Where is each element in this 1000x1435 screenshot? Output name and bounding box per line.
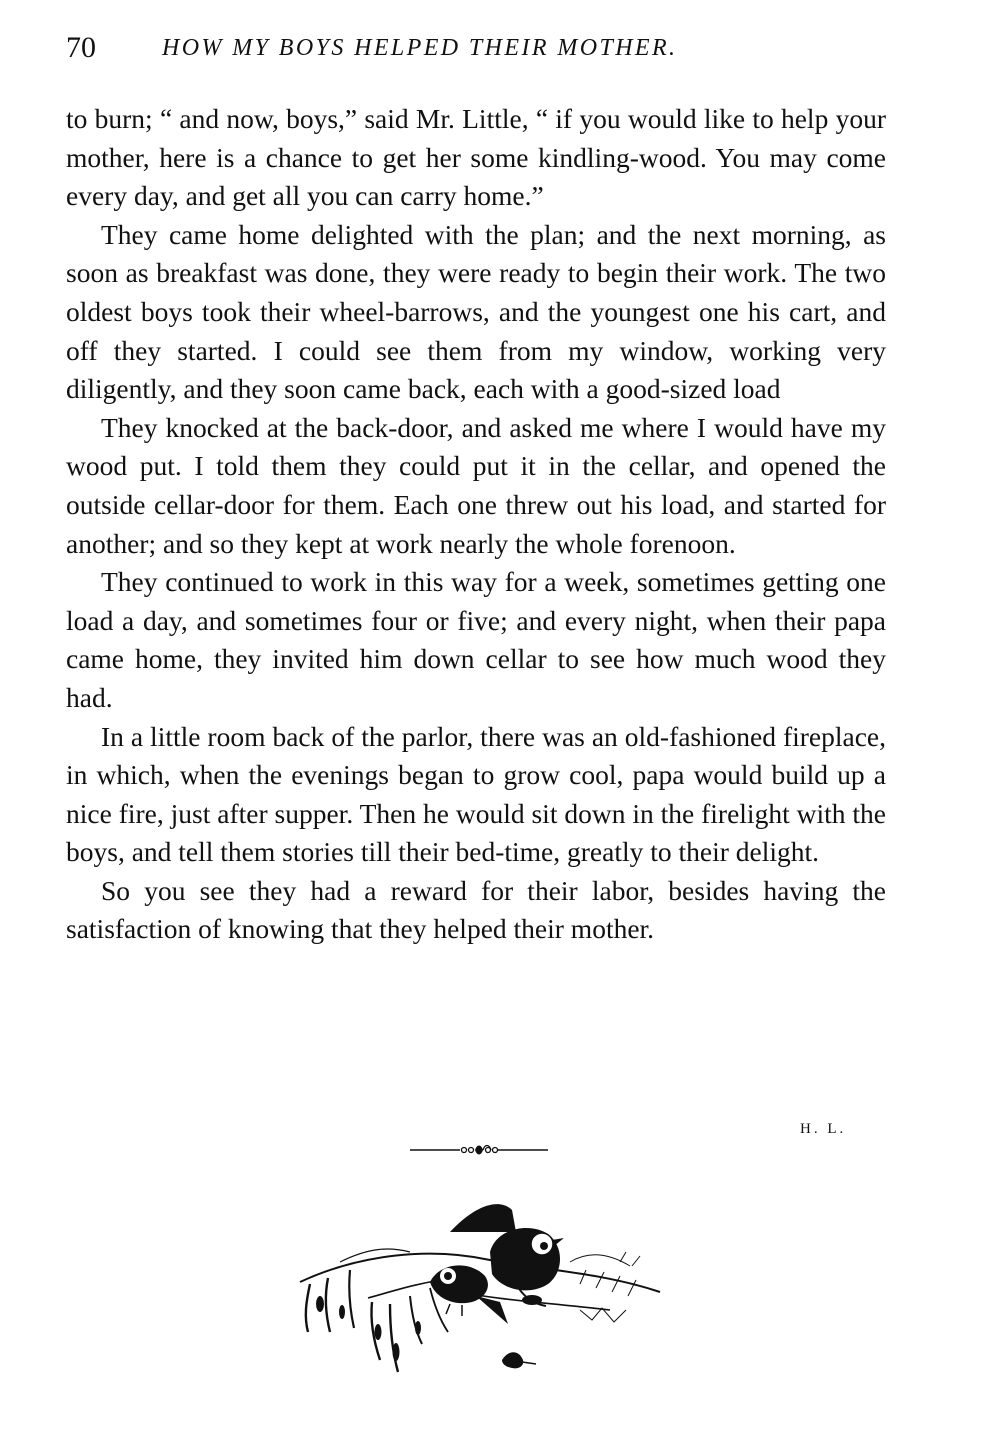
author-initials: H. L. [800, 1121, 847, 1137]
birds-on-branch-illustration [280, 1192, 680, 1392]
running-head: HOW MY BOYS HELPED THEIR MOTHER. [162, 35, 678, 61]
ornamental-divider [408, 1138, 550, 1162]
page-number: 70 [66, 31, 96, 64]
paragraph: They knocked at the back-door, and asked me where I would have my wood put. I told them they could put it in the cellar, and opened the outside cellar-door for them. Each one threw out his load, and started for another; and so they kept at work nearly the whole forenoon. [66, 411, 886, 559]
paragraph: They came home delighted with the plan; and the next morning, as soon as breakfast was done, they were ready to begin their work. The two oldest boys took their wheel-barrows, and the youngest one his cart, and off they started. I could see them from my window, working very diligently, and they soon came back, each with a good-sized load [66, 218, 886, 405]
paragraph: They continued to work in this way for a week, sometimes getting one load a day, and sometimes four or five; and every night, when their papa came home, they invited him down cellar to see how much wood they had. [66, 566, 886, 713]
story-text [66, 100, 886, 949]
paragraph: In a little room back of the parlor, there was an old-fashioned fireplace, in which, when the evenings began to grow cool, papa would build up a nice fire, just after supper. Then he would sit down in the firelight with the boys, and tell them stories till their bed-time, greatly to their delight. [66, 720, 886, 868]
page-header [66, 28, 896, 68]
paragraph: to burn; “ and now, boys,” said Mr. Little, “ if you would like to help your mother, here is a chance to get her some kindling-wood. You may come every day, and get all you can carry home.” [66, 103, 886, 212]
paragraph: So you see they had a reward for their labor, besides having the satisfaction of knowing that they helped their mother. [66, 874, 886, 945]
